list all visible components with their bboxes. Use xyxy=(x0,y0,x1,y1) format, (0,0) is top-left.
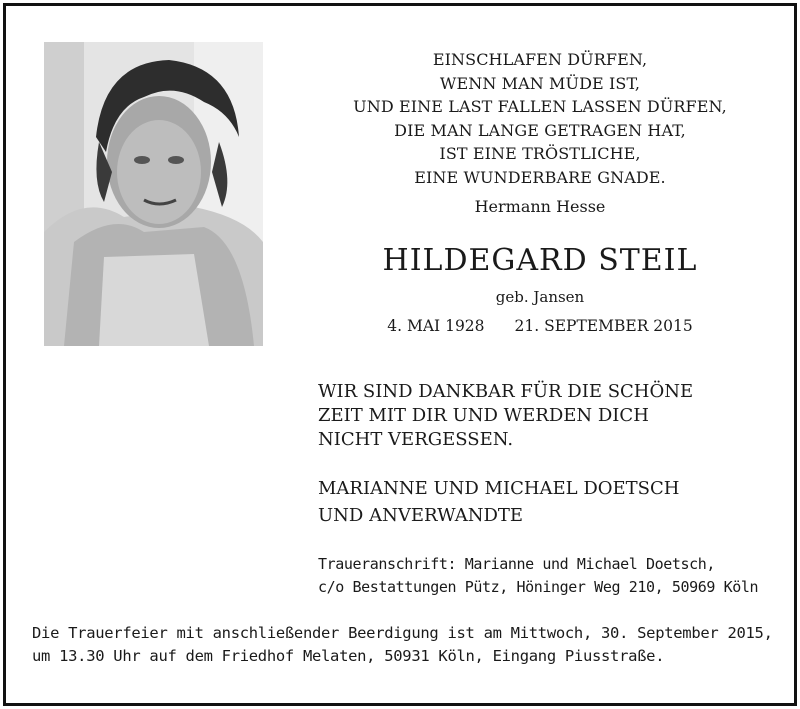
family-signature xyxy=(318,475,778,529)
message-line: ZEIT MIT DIR UND WERDEN DICH xyxy=(318,405,649,426)
funeral-line: Die Trauerfeier mit anschließender Beerdigung ist am Mittwoch, 30. September 2015, xyxy=(32,624,773,642)
message-line: NICHT VERGESSEN. xyxy=(318,429,514,450)
poem-author: Hermann Hesse xyxy=(474,197,606,216)
funeral-info xyxy=(32,622,782,668)
message-line: WIR SIND DANKBAR FÜR DIE SCHÖNE xyxy=(318,381,694,402)
poem-line: UND EINE LAST FALLEN LASSEN DÜRFEN, xyxy=(353,97,727,116)
address-line: Traueranschrift: Marianne und Michael Doetsch, xyxy=(318,555,716,573)
funeral-line: um 13.30 Uhr auf dem Friedhof Melaten, 50931 Köln, Eingang Piusstraße. xyxy=(32,647,665,665)
mourning-address xyxy=(318,553,778,599)
thanks-message xyxy=(318,380,778,452)
portrait-image xyxy=(44,42,263,346)
death-date: 21. SEPTEMBER 2015 xyxy=(514,317,693,335)
life-dates xyxy=(320,317,760,335)
poem-line: EINE WUNDERBARE GNADE. xyxy=(414,167,666,187)
poem-line: WENN MAN MÜDE IST, xyxy=(439,73,641,93)
maiden-name: geb. Jansen xyxy=(495,288,585,306)
poem-line: IST EINE TRÖSTLICHE, xyxy=(439,144,641,163)
poem-line: EINSCHLAFEN DÜRFEN, xyxy=(432,50,648,69)
family-line: UND ANVERWANDTE xyxy=(318,505,524,526)
birth-date: 4. MAI 1928 xyxy=(387,317,485,335)
address-line: c/o Bestattungen Pütz, Höninger Weg 210, 50969 Köln xyxy=(318,578,759,596)
family-line: MARIANNE UND MICHAEL DOETSCH xyxy=(318,478,680,499)
poem-line: DIE MAN LANGE GETRAGEN HAT, xyxy=(394,120,686,140)
portrait-photo xyxy=(44,42,263,346)
deceased-name: HILDEGARD STEIL xyxy=(382,243,698,278)
poem-quote xyxy=(320,48,760,189)
